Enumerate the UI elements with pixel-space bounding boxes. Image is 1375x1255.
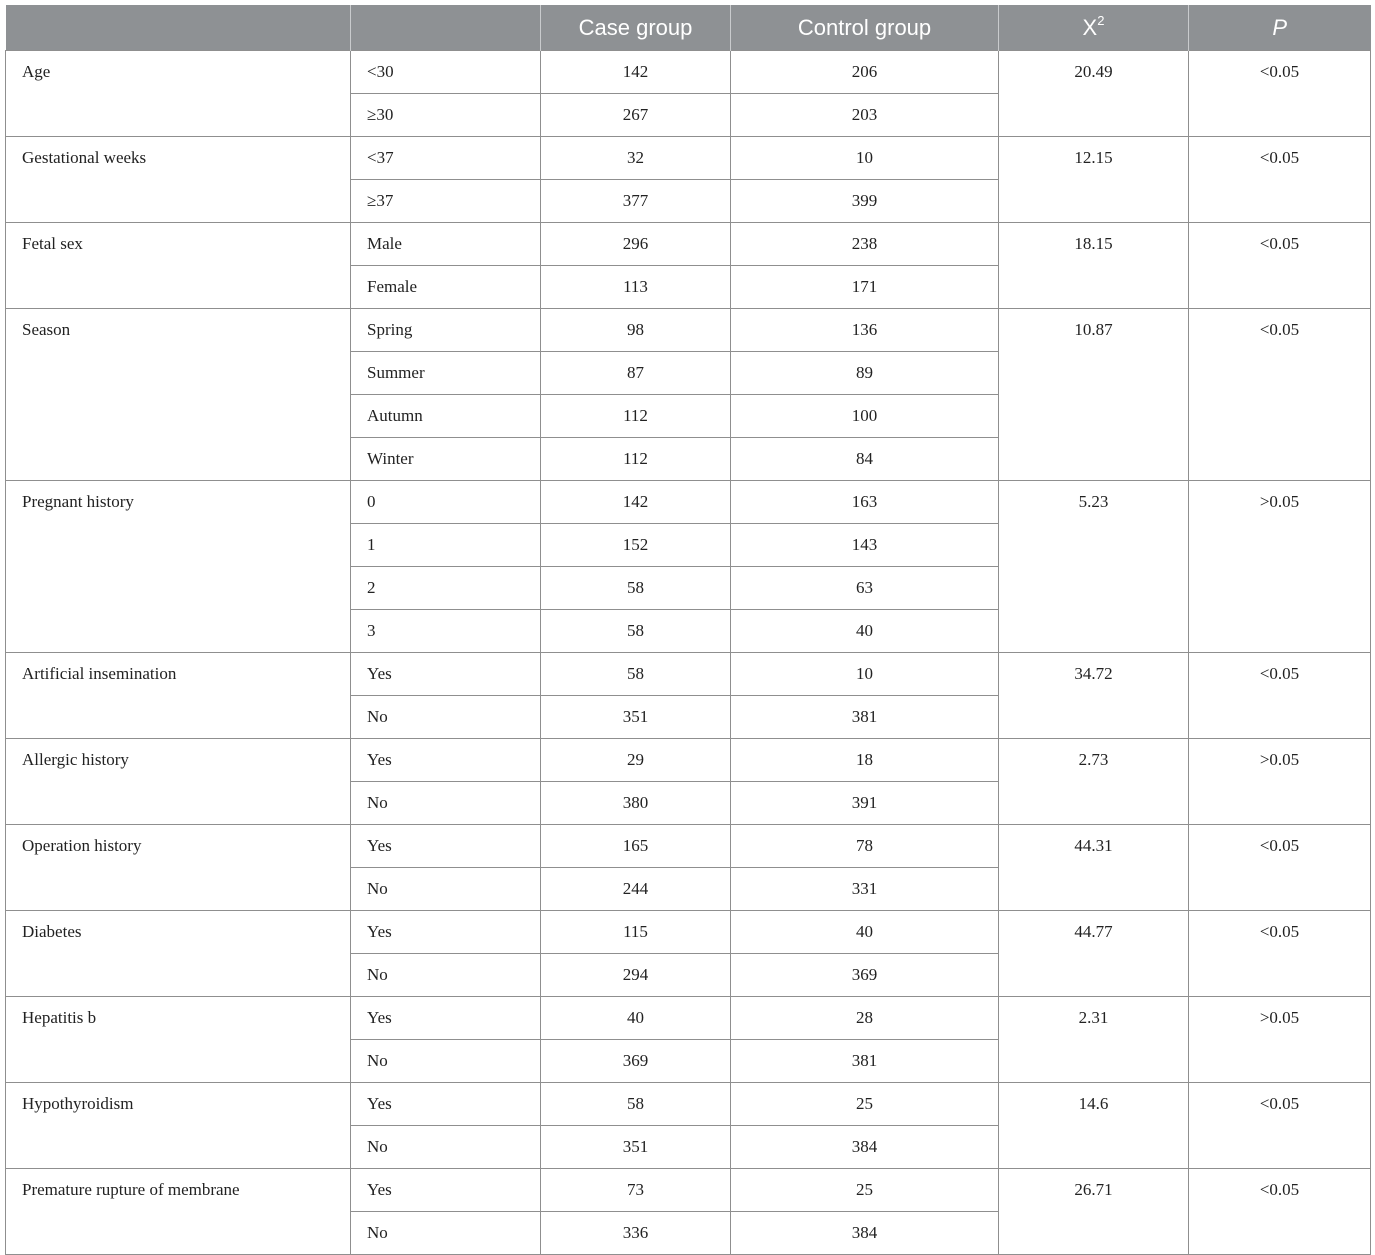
category-cell: Yes <box>351 739 541 782</box>
case-count-cell: 113 <box>541 266 731 309</box>
category-cell: Yes <box>351 1169 541 1212</box>
control-count-cell: 381 <box>731 1040 999 1083</box>
category-cell: Yes <box>351 911 541 954</box>
control-count-cell: 40 <box>731 610 999 653</box>
p-value-cell: <0.05 <box>1189 223 1371 309</box>
category-cell: No <box>351 1040 541 1083</box>
control-count-cell: 89 <box>731 352 999 395</box>
table-header <box>6 5 1371 51</box>
chi-square-cell: 18.15 <box>999 223 1189 309</box>
control-count-cell: 28 <box>731 997 999 1040</box>
category-cell: <30 <box>351 51 541 94</box>
category-cell: No <box>351 782 541 825</box>
variable-cell: Age <box>6 51 351 137</box>
case-count-cell: 112 <box>541 438 731 481</box>
header-row <box>6 5 1371 51</box>
p-value-cell: <0.05 <box>1189 825 1371 911</box>
control-count-cell: 40 <box>731 911 999 954</box>
variable-cell: Hepatitis b <box>6 997 351 1083</box>
chi-square-cell: 10.87 <box>999 309 1189 481</box>
header-p-value: P <box>1189 5 1371 51</box>
chi-square-cell: 20.49 <box>999 51 1189 137</box>
data-table <box>5 5 1371 1255</box>
control-count-cell: 63 <box>731 567 999 610</box>
control-count-cell: 10 <box>731 137 999 180</box>
chi-square-superscript: 2 <box>1097 12 1105 28</box>
category-cell: 3 <box>351 610 541 653</box>
variable-cell: Season <box>6 309 351 481</box>
case-count-cell: 98 <box>541 309 731 352</box>
category-cell: 1 <box>351 524 541 567</box>
case-count-cell: 377 <box>541 180 731 223</box>
p-value-cell: <0.05 <box>1189 911 1371 997</box>
table-body <box>6 51 1371 1255</box>
category-cell: <37 <box>351 137 541 180</box>
chi-square-cell: 44.77 <box>999 911 1189 997</box>
category-cell: Male <box>351 223 541 266</box>
control-count-cell: 163 <box>731 481 999 524</box>
chi-square-cell: 44.31 <box>999 825 1189 911</box>
control-count-cell: 171 <box>731 266 999 309</box>
p-value-cell: >0.05 <box>1189 997 1371 1083</box>
category-cell: Female <box>351 266 541 309</box>
category-cell: Yes <box>351 1083 541 1126</box>
control-count-cell: 100 <box>731 395 999 438</box>
control-count-cell: 203 <box>731 94 999 137</box>
case-count-cell: 58 <box>541 610 731 653</box>
variable-cell: Allergic history <box>6 739 351 825</box>
case-count-cell: 32 <box>541 137 731 180</box>
table-row <box>6 137 1371 180</box>
case-count-cell: 296 <box>541 223 731 266</box>
control-count-cell: 369 <box>731 954 999 997</box>
category-cell: No <box>351 954 541 997</box>
control-count-cell: 206 <box>731 51 999 94</box>
case-count-cell: 336 <box>541 1212 731 1255</box>
variable-cell: Premature rupture of membrane <box>6 1169 351 1255</box>
control-count-cell: 391 <box>731 782 999 825</box>
variable-cell: Fetal sex <box>6 223 351 309</box>
category-cell: No <box>351 696 541 739</box>
category-cell: Yes <box>351 825 541 868</box>
variable-cell: Hypothyroidism <box>6 1083 351 1169</box>
table-row <box>6 997 1371 1040</box>
p-value-cell: <0.05 <box>1189 653 1371 739</box>
table-row <box>6 739 1371 782</box>
control-count-cell: 78 <box>731 825 999 868</box>
p-value-cell: >0.05 <box>1189 739 1371 825</box>
variable-cell: Artificial insemination <box>6 653 351 739</box>
case-count-cell: 29 <box>541 739 731 782</box>
category-cell: 0 <box>351 481 541 524</box>
control-count-cell: 18 <box>731 739 999 782</box>
chi-square-cell: 2.73 <box>999 739 1189 825</box>
variable-cell: Diabetes <box>6 911 351 997</box>
table-row <box>6 653 1371 696</box>
case-count-cell: 58 <box>541 1083 731 1126</box>
control-count-cell: 25 <box>731 1169 999 1212</box>
chi-square-symbol: X <box>1082 14 1098 40</box>
category-cell: Yes <box>351 653 541 696</box>
chi-square-cell: 26.71 <box>999 1169 1189 1255</box>
control-count-cell: 84 <box>731 438 999 481</box>
control-count-cell: 136 <box>731 309 999 352</box>
table-row <box>6 223 1371 266</box>
case-count-cell: 267 <box>541 94 731 137</box>
control-count-cell: 143 <box>731 524 999 567</box>
chi-square-cell: 12.15 <box>999 137 1189 223</box>
case-count-cell: 58 <box>541 567 731 610</box>
category-cell: Spring <box>351 309 541 352</box>
category-cell: Yes <box>351 997 541 1040</box>
p-value-cell: <0.05 <box>1189 309 1371 481</box>
category-cell: Summer <box>351 352 541 395</box>
p-value-cell: >0.05 <box>1189 481 1371 653</box>
control-count-cell: 384 <box>731 1212 999 1255</box>
category-cell: Winter <box>351 438 541 481</box>
chi-square-cell: 34.72 <box>999 653 1189 739</box>
table-row <box>6 309 1371 352</box>
case-count-cell: 142 <box>541 481 731 524</box>
control-count-cell: 331 <box>731 868 999 911</box>
header-chi-square <box>999 5 1189 51</box>
control-count-cell: 10 <box>731 653 999 696</box>
table-row <box>6 1169 1371 1212</box>
table-row <box>6 911 1371 954</box>
chi-square-cell: 2.31 <box>999 997 1189 1083</box>
category-cell: No <box>351 1126 541 1169</box>
variable-cell: Pregnant history <box>6 481 351 653</box>
case-count-cell: 351 <box>541 696 731 739</box>
case-count-cell: 58 <box>541 653 731 696</box>
control-count-cell: 384 <box>731 1126 999 1169</box>
case-count-cell: 244 <box>541 868 731 911</box>
case-count-cell: 294 <box>541 954 731 997</box>
case-count-cell: 152 <box>541 524 731 567</box>
variable-cell: Operation history <box>6 825 351 911</box>
p-value-cell: <0.05 <box>1189 1169 1371 1255</box>
case-count-cell: 112 <box>541 395 731 438</box>
case-count-cell: 369 <box>541 1040 731 1083</box>
p-value-cell: <0.05 <box>1189 1083 1371 1169</box>
table-row <box>6 481 1371 524</box>
chi-square-cell: 14.6 <box>999 1083 1189 1169</box>
category-cell: ≥37 <box>351 180 541 223</box>
p-value-cell: <0.05 <box>1189 51 1371 137</box>
control-count-cell: 399 <box>731 180 999 223</box>
category-cell: Autumn <box>351 395 541 438</box>
case-count-cell: 87 <box>541 352 731 395</box>
case-count-cell: 73 <box>541 1169 731 1212</box>
table-row <box>6 825 1371 868</box>
table-row <box>6 1083 1371 1126</box>
variable-cell: Gestational weeks <box>6 137 351 223</box>
case-count-cell: 142 <box>541 51 731 94</box>
p-value-cell: <0.05 <box>1189 137 1371 223</box>
header-category <box>351 5 541 51</box>
control-count-cell: 381 <box>731 696 999 739</box>
case-count-cell: 351 <box>541 1126 731 1169</box>
case-count-cell: 115 <box>541 911 731 954</box>
category-cell: No <box>351 868 541 911</box>
control-count-cell: 238 <box>731 223 999 266</box>
chi-square-cell: 5.23 <box>999 481 1189 653</box>
control-count-cell: 25 <box>731 1083 999 1126</box>
table-row <box>6 51 1371 94</box>
case-count-cell: 380 <box>541 782 731 825</box>
category-cell: 2 <box>351 567 541 610</box>
category-cell: ≥30 <box>351 94 541 137</box>
header-control-group: Control group <box>731 5 999 51</box>
case-count-cell: 165 <box>541 825 731 868</box>
header-variable <box>6 5 351 51</box>
category-cell: No <box>351 1212 541 1255</box>
case-count-cell: 40 <box>541 997 731 1040</box>
header-case-group: Case group <box>541 5 731 51</box>
